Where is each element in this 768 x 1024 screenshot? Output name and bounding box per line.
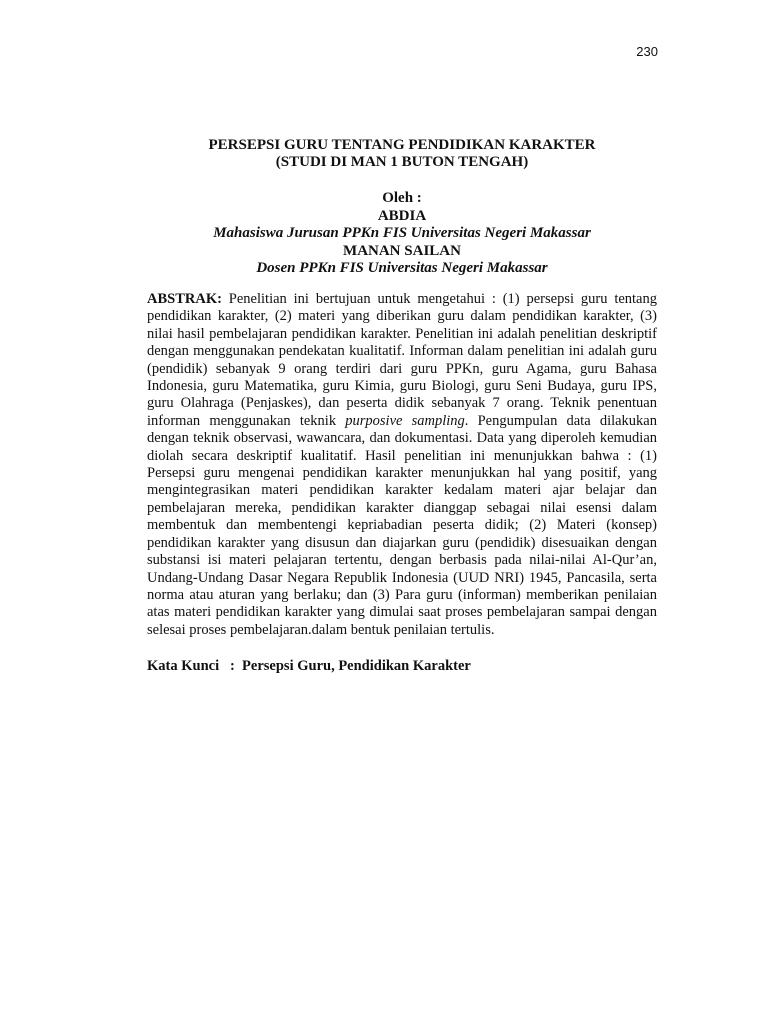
abstract-text-part-2: . Pengumpulan data dilakukan dengan teknik observasi, wawancara, dan dokumentasi. Data yang diperoleh kemudian diolah secara deskriptif kualitatif. Hasil penelitian ini menunjukkan bahwa : (1) Persepsi guru mengenai pendidikan karakter menunjukkan hal yang positif, yang mengintegrasikan materi pendidikan karakter kedalam materi ajar belajar dan pembelajaran mereka, pendidikan karakter dianggap sebagai nilai esensi dalam membentuk dan membentengi kepriabadian peserta didik; (2) Materi (konsep) pendidikan karakter yang disusun dan diajarkan guru (pendidik) disesuaikan dengan substansi isi materi pelajaran tertentu, dengan berbasis pada nilai-nilai Al-Qur’an, Undang-Undang Dasar Negara Republik Indonesia (UUD NRI) 1945, Pancasila, serta norma atau aturan yang berlaku; dan (3) Para guru (informan) memberikan penilaian atas materi pendidikan karakter yang dimulai saat proses pembelajaran sampai dengan selesai proses pembelajaran.dalam bentuk penilaian tertulis. [147,412,657,638]
oleh-label: Oleh : [382,190,422,206]
abstract-label: ABSTRAK: [147,291,222,307]
author-1-name: ABDIA [377,207,427,224]
author-block [0,190,768,278]
abstract [147,291,657,639]
author-2-name: MANAN SAILAN [343,242,461,259]
keywords: Kata Kunci : Persepsi Guru, Pendidikan Karakter [147,658,471,674]
abstract-text-part-1: Penelitian ini bertujuan untuk mengetahui : (1) persepsi guru tentang pendidikan karakter, (2) materi yang diberikan guru dalam pendidikan karakter, (3) nilai hasil pembelajaran pendidikan karakter. Penelitian ini adalah penelitian deskriptif dengan menggunakan pendekatan kualitatif. Informan dalam penelitian ini adalah guru (pendidik) sebanyak 9 orang terdiri dari guru PPKn, guru Agama, guru Bahasa Indonesia, guru Matematika, guru Kimia, guru Biologi, guru Seni Budaya, guru IPS, guru Olahraga (Penjaskes), dan peserta didik sebanyak 7 orang. Teknik penentuan informan menggunakan teknik [147,291,657,429]
author-1-affiliation: Mahasiswa Jurusan PPKn FIS Universitas Negeri Makassar [213,225,591,241]
title-line-1: PERSEPSI GURU TENTANG PENDIDIKAN KARAKTER [208,137,596,153]
abstract-italic-term: purposive sampling [345,412,465,429]
title-line-2: (STUDI DI MAN 1 BUTON TENGAH) [275,154,529,170]
page-number: 230 [636,44,658,59]
paper-title [0,137,768,171]
author-2-affiliation: Dosen PPKn FIS Universitas Negeri Makassar [256,260,548,276]
